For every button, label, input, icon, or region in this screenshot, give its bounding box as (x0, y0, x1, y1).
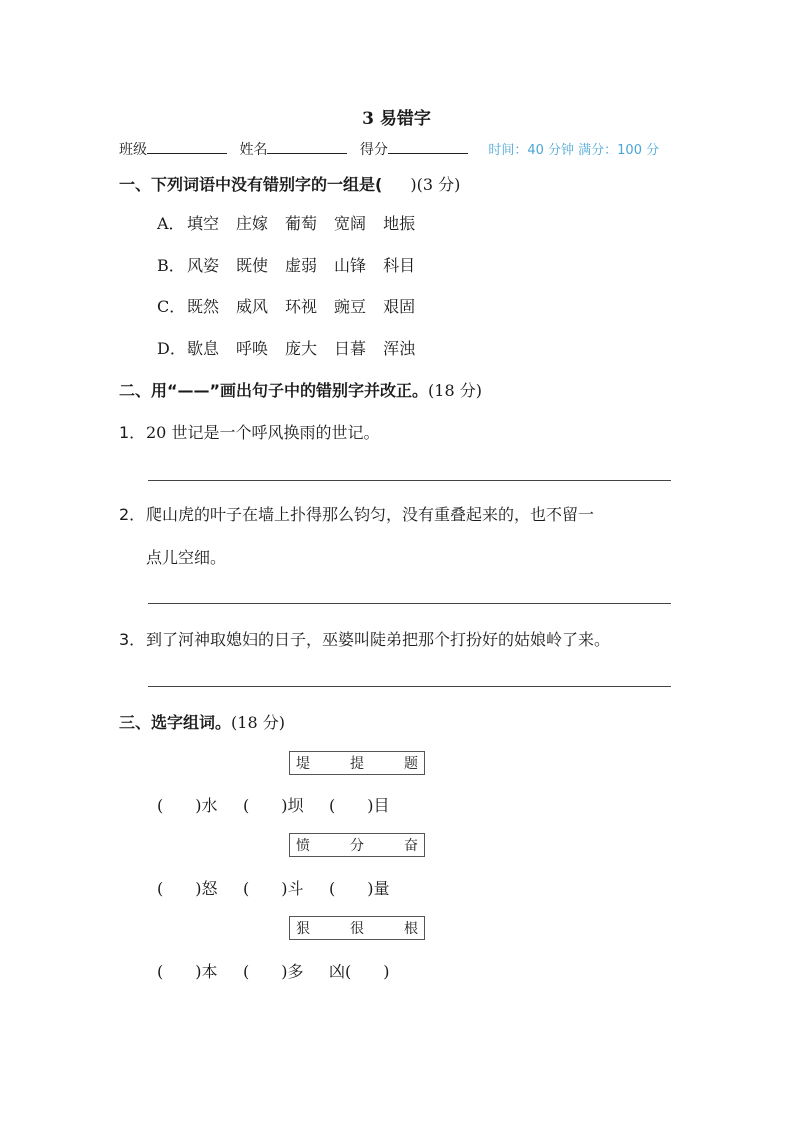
option-a: A． 填空 庄嫁 葡萄 宽阔 地振 (157, 214, 416, 233)
question-3: 3．到了河神取媳妇的日子，巫婆叫陡弟把那个打扮好的姑娘岭了来。 (119, 630, 611, 649)
score-field[interactable] (388, 139, 468, 154)
question-2-continuation: 点儿空细。 (146, 548, 227, 567)
fill-blank[interactable]: ( )坝 (243, 796, 304, 815)
fill-row-1 (157, 793, 390, 816)
fill-blank[interactable]: ( )本 (157, 962, 218, 981)
section1-heading: 一、下列词语中没有错别字的一组是( )(3 分) (119, 175, 461, 194)
class-label: 班级 (119, 142, 147, 158)
fill-row-3 (157, 959, 390, 982)
section3-heading: 三、选字组词。(18 分) (119, 713, 285, 732)
answer-line-2[interactable] (148, 603, 671, 604)
char-choice-box-3: 狠 很 根 (289, 916, 425, 940)
fill-blank[interactable]: ( )斗 (243, 879, 304, 898)
char-choice-box-2: 愤 分 奋 (289, 833, 425, 857)
option-d: D．歇息 呼唤 庞大 日暮 浑浊 (157, 339, 416, 358)
option-c: C． 既然 威风 环视 豌豆 艰固 (157, 297, 416, 316)
time-info: 时间：40 分钟 满分：100 分 (488, 143, 660, 158)
name-field[interactable] (267, 139, 347, 154)
char-choice-box-1: 堤 提 题 (289, 751, 425, 775)
fill-blank[interactable]: ( )量 (329, 879, 390, 898)
student-info-row (119, 139, 659, 159)
class-field[interactable] (147, 139, 227, 154)
fill-blank[interactable]: ( )怒 (157, 879, 218, 898)
answer-line-3[interactable] (148, 686, 671, 687)
page-title: 3 易错字 (362, 109, 431, 129)
section2-heading: 二、用“——”画出句子中的错别字并改正。(18 分) (119, 381, 482, 400)
question-1: 1．20 世记是一个呼风换雨的世记。 (119, 423, 380, 442)
fill-blank[interactable]: ( )水 (157, 796, 218, 815)
fill-blank[interactable]: ( )多 (243, 962, 304, 981)
name-label: 姓名 (239, 142, 268, 158)
answer-line-1[interactable] (148, 480, 671, 481)
question-2: 2．爬山虎的叶子在墙上扑得那么钧匀，没有重叠起来的，也不留一 (119, 505, 595, 524)
fill-blank[interactable]: ( )目 (329, 796, 390, 815)
fill-blank[interactable]: 凶( ) (329, 962, 390, 981)
option-b: B． 风姿 既使 虚弱 山锋 科目 (157, 256, 416, 275)
fill-row-2 (157, 876, 390, 899)
score-label: 得分 (359, 142, 388, 158)
